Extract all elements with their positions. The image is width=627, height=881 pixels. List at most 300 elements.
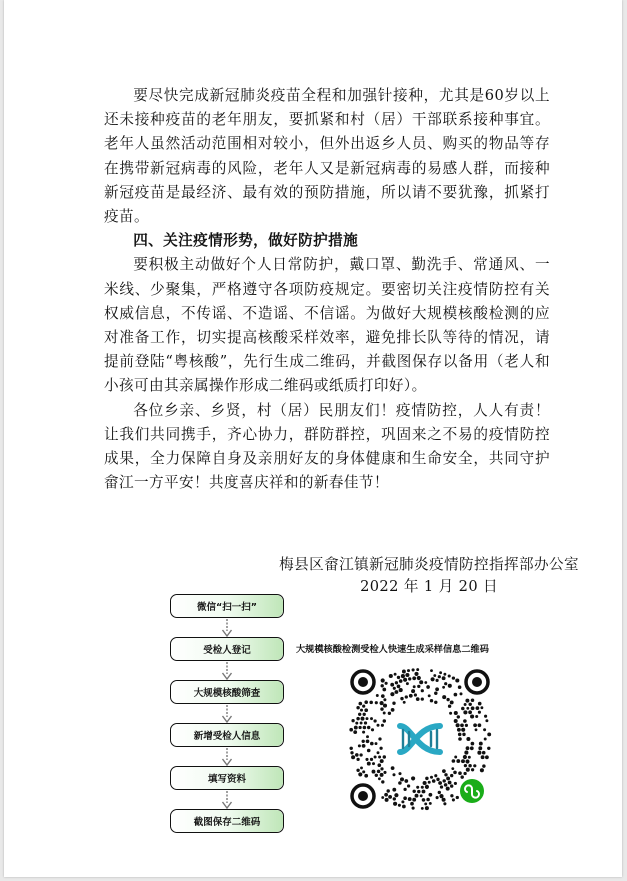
qr-dot xyxy=(399,679,403,683)
qr-dot xyxy=(375,774,378,777)
qr-dot xyxy=(414,693,417,696)
qr-dot xyxy=(349,728,353,732)
qr-dot xyxy=(393,802,397,806)
qr-dot xyxy=(412,790,415,793)
qr-dot xyxy=(367,762,371,766)
qr-dot xyxy=(434,701,437,704)
qr-dot xyxy=(415,794,419,798)
qr-dot xyxy=(468,764,471,767)
qr-dot xyxy=(466,768,470,772)
qr-dot xyxy=(412,798,416,802)
qr-dot xyxy=(478,702,482,706)
qr-dot xyxy=(380,773,384,777)
qr-dot xyxy=(416,697,420,701)
qr-dot xyxy=(476,706,480,710)
qr-dot xyxy=(416,668,419,671)
qr-dot xyxy=(392,702,395,705)
signature-organization: 梅县区畲江镇新冠肺炎疫情防控指挥部办公室 xyxy=(279,556,579,573)
qr-dot xyxy=(366,739,370,743)
qr-dot xyxy=(384,793,388,797)
qr-dot xyxy=(381,684,384,687)
qr-dot xyxy=(475,715,478,718)
flow-step-fill-form: 填写资料 xyxy=(170,766,284,790)
qr-dot xyxy=(363,726,367,730)
qr-dot xyxy=(370,717,373,720)
flow-arrow-icon xyxy=(170,618,284,637)
qr-dot xyxy=(400,697,403,700)
qr-dot xyxy=(426,685,430,689)
qr-dot xyxy=(434,774,437,777)
qr-dot xyxy=(394,690,398,694)
qr-dot xyxy=(463,719,467,723)
qr-dot xyxy=(442,695,446,699)
qr-dot xyxy=(378,777,381,780)
qr-dot xyxy=(412,807,415,810)
qr-dot xyxy=(378,756,381,759)
qr-dot xyxy=(426,798,430,802)
qr-dot xyxy=(405,673,409,677)
qr-dot xyxy=(398,781,402,785)
qr-dot xyxy=(407,784,410,787)
qr-dot xyxy=(424,681,427,684)
qr-dot xyxy=(465,759,469,763)
qr-dot xyxy=(356,769,359,772)
paragraph-protection: 要积极主动做好个人日常防护，戴口罩、勤洗手、常通风、一米线、少聚集，严格遵守各项防疫规定。要密切关注疫情防控有关权威信息，不传谣、不造谣、不信谣。为做好大规模核酸检测的应对准备工作，切实提高核酸采样效率，避免排长队等待的情况，请提前登陆“粤核酸”，先行生成二维码，并截图保存以备用（老人和小孩可由其亲属操作形成二维码或纸质打印好）。 xyxy=(104,256,550,395)
flow-arrow-icon xyxy=(170,747,284,766)
qr-dot xyxy=(433,674,436,677)
qr-dot xyxy=(477,751,481,755)
qr-dot xyxy=(392,788,396,792)
qr-dot xyxy=(470,714,474,718)
qr-dot xyxy=(398,804,401,807)
qr-dot xyxy=(438,781,442,785)
qr-dot xyxy=(380,759,384,763)
qr-dot xyxy=(403,678,407,682)
qr-dot xyxy=(461,759,465,763)
qr-dot xyxy=(435,687,439,691)
qr-dot xyxy=(454,782,457,785)
qr-dot xyxy=(361,717,365,721)
qr-dot xyxy=(394,793,398,797)
qr-dot xyxy=(466,707,469,710)
qr-dot xyxy=(457,728,461,732)
qr-dot xyxy=(370,758,373,761)
qr-dot xyxy=(442,798,446,802)
qr-dot xyxy=(403,701,406,704)
qr-dot xyxy=(407,669,410,672)
qr-dot xyxy=(458,685,462,689)
qr-dot xyxy=(385,682,388,685)
qr-dot xyxy=(466,746,470,750)
qr-dot xyxy=(362,705,365,708)
qr-dot xyxy=(412,676,416,680)
qr-dot xyxy=(470,746,474,750)
qr-dot xyxy=(461,728,465,732)
qr-dot xyxy=(402,670,406,674)
qr-dot xyxy=(425,777,428,780)
qr-dot xyxy=(444,773,447,776)
qr-dot xyxy=(359,702,363,706)
qr-dot xyxy=(421,807,424,810)
qr-dot xyxy=(356,706,359,709)
qr-dot xyxy=(411,776,415,780)
qr-dot xyxy=(430,776,433,779)
qr-dot xyxy=(468,756,471,759)
qr-center-disc xyxy=(387,706,453,772)
qr-caption: 大规模核酸检测受检人快速生成采样信息二维码 xyxy=(296,644,489,655)
qr-dot xyxy=(355,753,359,757)
qr-dot xyxy=(458,733,462,737)
qr-dot xyxy=(391,766,395,770)
qr-dot xyxy=(448,674,451,677)
qr-dot xyxy=(444,682,447,685)
qr-dot xyxy=(393,797,396,800)
qr-dot xyxy=(442,676,446,680)
qr-dot xyxy=(408,797,412,801)
qr-dot xyxy=(372,770,376,774)
mini-program-qr-code[interactable] xyxy=(345,664,495,814)
qr-dot xyxy=(434,692,437,695)
qr-dot xyxy=(381,724,384,727)
qr-dot xyxy=(421,689,424,692)
qr-dot xyxy=(402,805,406,809)
qr-dot xyxy=(364,721,367,724)
qr-dot xyxy=(471,699,475,703)
flow-step-register: 受检人登记 xyxy=(170,637,284,661)
qr-dot xyxy=(356,758,359,761)
qr-dot xyxy=(480,768,484,772)
qr-dot xyxy=(401,800,404,803)
qr-dot xyxy=(473,723,477,727)
qr-dot xyxy=(401,674,405,678)
flow-step-save-qr: 截图保存二维码 xyxy=(170,809,284,833)
qr-dot xyxy=(386,789,389,792)
qr-dot xyxy=(421,697,424,700)
qr-dot xyxy=(383,719,386,722)
qr-dot xyxy=(408,677,411,680)
qr-dot xyxy=(413,685,416,688)
qr-dot xyxy=(471,768,474,771)
qr-dot xyxy=(360,722,363,725)
qr-dot xyxy=(414,672,418,676)
qr-dot xyxy=(431,677,435,681)
qr-dot xyxy=(367,749,371,753)
qr-dot xyxy=(375,701,378,704)
qr-dot xyxy=(397,676,400,679)
qr-dot xyxy=(454,756,457,759)
qr-dot xyxy=(406,682,409,685)
qr-dot xyxy=(464,764,467,767)
qr-dot xyxy=(417,685,420,688)
qr-dot xyxy=(483,728,486,731)
qr-dot xyxy=(400,777,404,781)
qr-dot xyxy=(465,699,469,703)
qr-dot xyxy=(382,688,386,692)
qr-dot xyxy=(436,778,439,781)
qr-dot xyxy=(460,723,464,727)
qr-dot xyxy=(372,762,375,765)
qr-dot xyxy=(422,798,426,802)
qr-dot xyxy=(416,786,419,789)
qr-dot xyxy=(440,785,443,788)
mini-program-badge-icon xyxy=(460,779,484,803)
qr-dot xyxy=(461,707,465,711)
qr-dot xyxy=(463,710,467,714)
qr-dot xyxy=(383,712,386,715)
qr-dot xyxy=(425,785,429,789)
qr-dot xyxy=(359,753,362,756)
qr-dot xyxy=(448,704,451,707)
qr-dot xyxy=(455,678,459,682)
qr-dot xyxy=(398,772,401,775)
qr-dot xyxy=(475,728,478,731)
qr-dot xyxy=(451,767,454,770)
qr-dot xyxy=(439,671,442,674)
qr-dot xyxy=(457,715,460,718)
qr-dot xyxy=(390,683,394,687)
qr-dot xyxy=(381,694,385,698)
qr-dot xyxy=(442,686,445,689)
qr-dot xyxy=(399,688,403,692)
qr-dot xyxy=(364,774,368,778)
qr-dot xyxy=(450,700,454,704)
flow-step-scan: 微信“扫一扫” xyxy=(170,594,284,618)
qr-dot xyxy=(389,674,393,678)
qr-dot xyxy=(377,724,380,727)
qr-dot xyxy=(460,775,463,778)
qr-dot xyxy=(484,738,487,741)
qr-dot xyxy=(409,694,413,698)
qr-dot xyxy=(365,758,368,761)
qr-dot xyxy=(442,779,445,782)
qr-dot xyxy=(428,694,431,697)
qr-dot xyxy=(380,707,383,710)
qr-dot xyxy=(456,759,460,763)
qr-dot xyxy=(458,771,462,775)
qr-dot xyxy=(362,740,365,743)
qr-dot xyxy=(473,764,476,767)
qr-dot xyxy=(366,717,369,720)
qr-dot xyxy=(391,708,395,712)
qr-dot xyxy=(454,711,458,715)
qr-dot xyxy=(417,790,420,793)
qr-dot xyxy=(356,717,360,721)
qr-dot xyxy=(478,711,481,714)
qr-dot xyxy=(404,779,408,783)
qr-dot xyxy=(452,759,456,763)
qr-dot xyxy=(373,719,376,722)
qr-dot xyxy=(410,802,414,806)
qr-dot xyxy=(405,695,408,698)
qr-dot xyxy=(444,783,448,787)
qr-dot xyxy=(454,693,458,697)
qr-dot xyxy=(358,713,361,716)
qr-finder-dot xyxy=(472,677,482,687)
qr-dot xyxy=(453,771,457,775)
qr-dot xyxy=(421,786,424,789)
qr-dot xyxy=(351,755,355,759)
qr-dot xyxy=(452,676,455,679)
qr-dot xyxy=(360,766,363,769)
qr-dot xyxy=(364,700,368,704)
qr-finder-dot xyxy=(358,677,368,687)
qr-dot xyxy=(424,802,427,805)
qr-dot xyxy=(452,798,455,801)
qr-dot xyxy=(377,763,381,767)
qr-dot xyxy=(448,781,452,785)
qr-dot xyxy=(478,746,482,750)
qr-dot xyxy=(375,742,378,745)
qr-dot xyxy=(379,747,382,750)
qr-dot xyxy=(446,787,450,791)
qr-dot xyxy=(388,795,392,799)
qr-dot xyxy=(383,704,387,708)
qr-dot xyxy=(438,791,441,794)
qr-dot xyxy=(392,773,395,776)
qr-dot xyxy=(485,719,488,722)
qr-dot xyxy=(430,699,433,702)
qr-dot xyxy=(367,726,370,729)
qr-dot xyxy=(383,755,386,758)
qr-dot xyxy=(471,706,475,710)
qr-dot xyxy=(485,755,489,759)
qr-dot xyxy=(487,732,491,736)
qr-dot xyxy=(397,685,401,689)
qr-dot xyxy=(465,724,468,727)
qr-dot xyxy=(443,802,446,805)
qr-dot xyxy=(448,684,452,688)
flow-arrow-icon xyxy=(170,704,284,723)
qr-finder-dot xyxy=(358,791,368,801)
qr-dot xyxy=(380,767,383,770)
qr-dot xyxy=(417,676,421,680)
signature-date: 2022 年 1 月 20 日 xyxy=(360,578,499,595)
qr-dot xyxy=(462,733,465,736)
qr-dot xyxy=(354,726,358,730)
qr-dot xyxy=(383,771,386,774)
qr-dot xyxy=(429,793,433,797)
qr-dot xyxy=(456,796,459,799)
qr-dot xyxy=(351,719,354,722)
qr-dot xyxy=(394,673,397,676)
qr-dot xyxy=(377,770,381,774)
qr-dot xyxy=(358,772,362,776)
qr-dot xyxy=(450,784,453,787)
qr-dot xyxy=(430,669,433,672)
flow-arrow-icon xyxy=(170,661,284,680)
qr-dot xyxy=(432,779,436,783)
qr-dot xyxy=(458,737,462,741)
qr-dot xyxy=(383,698,386,701)
qr-dot xyxy=(481,755,485,759)
qr-dot xyxy=(429,802,432,805)
qr-dot xyxy=(446,776,450,780)
qr-dot xyxy=(438,675,441,678)
qr-dot xyxy=(468,703,471,706)
qr-dot xyxy=(464,703,467,706)
qr-dot xyxy=(468,710,472,714)
qr-dot xyxy=(362,731,365,734)
document-body xyxy=(104,84,550,495)
flow-step-screening: 大规模核酸筛查 xyxy=(170,680,284,704)
qr-dot xyxy=(443,673,446,676)
qr-dot xyxy=(412,668,415,671)
qr-dot xyxy=(482,764,485,767)
qr-dot xyxy=(350,751,353,754)
qr-dot xyxy=(450,794,453,797)
qr-dot xyxy=(349,747,352,750)
qr-dot xyxy=(358,726,361,729)
qr-dot xyxy=(403,788,406,791)
flowchart xyxy=(170,594,284,833)
qr-dot xyxy=(456,723,460,727)
qr-dot xyxy=(381,678,385,682)
qr-dot xyxy=(487,747,490,750)
paragraph-vaccination: 要尽快完成新冠肺炎疫苗全程和加强针接种，尤其是60岁以上还未接种疫苗的老年朋友，要抓紧和村（居）干部联系接种事宜。老年人虽然活动范围相对较小，但外出返乡人员、购买的物品等存在携带新冠病毒的风险，老年人又是新冠病毒的易感人群，而接种新冠疫苗是最经济、最有效的预防措施，所以请不要犹豫，抓紧打疫苗。 xyxy=(104,87,550,226)
qr-dot xyxy=(353,730,357,734)
qr-dot xyxy=(378,737,381,740)
qr-dot xyxy=(366,735,369,738)
qr-dot xyxy=(482,751,486,755)
qr-dot xyxy=(371,728,374,731)
qr-dot xyxy=(377,751,380,754)
qr-dot xyxy=(423,781,427,785)
qr-dot xyxy=(355,722,358,725)
qr-dot xyxy=(463,755,467,759)
qr-dot xyxy=(376,694,379,697)
qr-dot xyxy=(381,796,384,799)
qr-dot xyxy=(381,780,384,783)
qr-dot xyxy=(484,715,487,718)
qr-dot xyxy=(374,755,377,758)
flow-arrow-icon xyxy=(170,790,284,809)
flow-step-add-info: 新增受检人信息 xyxy=(170,723,284,747)
qr-dot xyxy=(463,772,466,775)
qr-dot xyxy=(480,706,483,709)
qr-dot xyxy=(364,708,368,712)
paragraph-appeal: 各位乡亲、乡贤，村（居）民朋友们！疫情防控，人人有责！让我们共同携手，齐心协力，群防群控，巩固来之不易的疫情防控成果，全力保障自身及亲朋好友的身体健康和生命安全，共同守护畲江一方平安！共度喜庆祥和的新春佳节！ xyxy=(104,401,550,492)
signature-block xyxy=(279,554,579,598)
qr-dot xyxy=(369,701,373,705)
qr-dot xyxy=(393,687,396,690)
qr-dot xyxy=(466,737,470,741)
qr-dot xyxy=(362,770,365,773)
qr-dot xyxy=(388,712,391,715)
qr-dot xyxy=(425,806,429,810)
qr-dot xyxy=(360,709,363,712)
qr-dot xyxy=(363,713,366,716)
qr-dot xyxy=(439,794,443,798)
qr-dot xyxy=(428,781,431,784)
qr-dot xyxy=(385,798,389,802)
qr-dot xyxy=(449,712,452,715)
qr-dot xyxy=(464,751,468,755)
qr-dot xyxy=(436,679,439,682)
qr-dot xyxy=(358,744,361,747)
qr-dot xyxy=(422,790,426,794)
qr-dot xyxy=(380,701,384,705)
qr-dot xyxy=(436,796,439,799)
qr-dot xyxy=(419,680,423,684)
qr-dot xyxy=(442,769,446,773)
qr-dot xyxy=(460,692,463,695)
qr-dot xyxy=(390,692,394,696)
qr-dot xyxy=(450,774,453,777)
qr-dot xyxy=(446,698,449,701)
qr-dot xyxy=(395,681,398,684)
qr-dot xyxy=(454,719,458,723)
section-heading-4: 四、关注疫情形势，做好防护措施 xyxy=(133,232,359,250)
